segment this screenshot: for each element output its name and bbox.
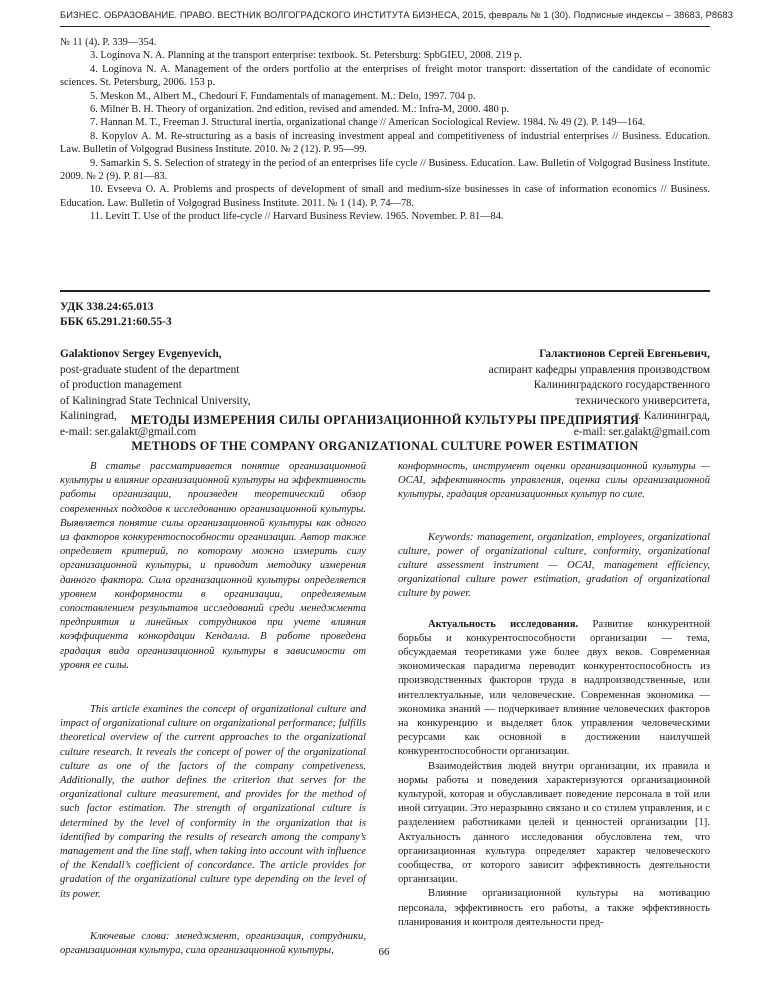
reference-item: № 11 (4). P. 339—354. <box>60 37 157 48</box>
reference-item: 3. Loginova N. A. Planning at the transport enterprise: textbook. St. Petersburg: SpbGIEU, 2008. 219 p. <box>90 50 522 62</box>
author-name-en: Galaktionov Sergey Evgenyevich, <box>60 348 222 360</box>
abstract-ru: В статье рассматривается понятие организационной культуры и влияние организационной культуры на эффективность работы организации, произведен теоретический обзор современных подходов к исследованию организационной культуры. Выявляется понятие силы организационной культуры как одного из факторов конкурентоспособности организации. Автор также определяет критерий, по которому можно измерить силу организационной культуры, и приводит методику измерения данного фактора. Сила организационной культуры определяется уровнем конформности в организации, определяемым сопоставлением результатов исследований среди менеджмента предприятия и линейных сотрудников при учете влияния коэффициента конкордации Кендалла. В работе проведена градация вида организационной культуры в зависимости от уровня ее силы. <box>60 461 366 671</box>
keywords-ru-continued: конформность, инструмент оценки организационной культуры — OCAI, эффективность управления, оценка силы организационной культуры, градация организационных культур по силе. <box>398 461 710 501</box>
right-column <box>398 460 710 930</box>
section-heading: Актуальность исследования. <box>428 618 579 630</box>
author-line: of Kaliningrad State Technical University, <box>60 394 251 407</box>
reference-item: 8. Kopylov A. M. Re-structuring as a basis of increasing investment appeal and competitiveness of industrial enterprises // Business. Education. Law. Bulletin of Volgograd Business Institute. 2010. № 2 (12). P. 95—99. <box>60 130 710 156</box>
reference-item: 9. Samarkin S. S. Selection of strategy in the period of an enterprises life cycle // Business. Education. Law. Bulletin of Volgograd Business Institute. 2009. № 2 (9). P. 81—83. <box>60 157 710 183</box>
left-column <box>60 460 366 958</box>
author-email: e-mail: ser.galakt@gmail.com <box>573 425 710 438</box>
author-line: Kaliningrad, <box>60 410 117 423</box>
reference-item: 7. Hannan M. T., Freeman J. Structural inertia, organizational change // American Sociological Review. 1984. № 49 (2). P. 149—164. <box>90 117 646 129</box>
author-line: post-graduate student of the department <box>60 363 240 376</box>
reference-item: 4. Loginova N. A. Management of the orders portfolio at the enterprises of freight motor transport: dissertation of the candidate of economic sciences. St. Petersburg, 2006. 153 p. <box>60 63 710 89</box>
reference-item: 6. Milner B. H. Theory of organization. 2nd edition, revised and amended. M.: Infra-M, 2000. 480 p. <box>90 104 510 116</box>
references-list <box>60 36 710 224</box>
running-header: БИЗНЕС. ОБРАЗОВАНИЕ. ПРАВО. ВЕСТНИК ВОЛГОГРАДСКОГО ИНСТИТУТА БИЗНЕСА, 2015, февраль № 1 (30). Подписные индексы – 38683, Р8683 <box>60 10 733 20</box>
author-line: технического университета, <box>575 394 710 407</box>
author-line: of production management <box>60 379 182 392</box>
reference-item: 5. Meskon M., Albert M., Chedouri F. Fundamentals of management. M.: Delo, 1997. 704 p. <box>90 90 476 102</box>
author-line: Калининградского государственного <box>533 379 710 392</box>
keywords-ru: Ключевые слова: менеджмент, организация, сотрудники, организационная культура, сила организационной культуры, <box>60 930 366 957</box>
page-number: 66 <box>378 946 390 958</box>
author-line: аспирант кафедры управления производством <box>488 363 710 376</box>
header-rule <box>60 26 710 27</box>
body-paragraph: Влияние организационной культуры на мотивацию персонала, эффективность его работы, а также эффективность планирования и контроля деятельности пред- <box>398 888 710 928</box>
section-rule <box>60 290 710 292</box>
reference-item: 10. Evseeva O. A. Problems and prospects of development of small and medium-size businesses in case of information economics // Business. Education. Law. Bulletin of Volgograd Business Institute. 2011. № 1 (14). P. 74—78. <box>60 184 710 209</box>
author-email: e-mail: ser.galakt@gmail.com <box>60 425 197 438</box>
reference-item: 11. Levitt T. Use of the product life-cycle // Harvard Business Review. 1965. November. P. 81—84. <box>90 211 504 223</box>
body-paragraph: Взаимодействия людей внутри организации, их правила и нормы работы и поведения характеризуются организационной культурой, которая и обуславливает поведение персонала в той или иной ситуации. Это неразрывно связано и со стилем управления, и с разделением работниками целей и ценностей организации [1]. Актуальность данного исследования обусловлена тем, что организационная культура определяет характер человеческого сообщества, от которого зависит эффективность деятельности организации. <box>398 760 710 886</box>
classification-codes <box>60 300 172 330</box>
article-title-en: METHODS OF THE COMPANY ORGANIZATIONAL CULTURE POWER ESTIMATION <box>131 439 639 453</box>
keywords-en: Keywords: management, organization, employees, organizational culture, power of organizational culture, conformity, organizational culture assessment instrument — OCAI, management efficiency, organizational culture power estimation, gradation of organizational culture by power. <box>398 531 710 600</box>
body-paragraph: Актуальность исследования. Развитие конкурентной борьбы и конкурентоспособности организации — тема, обсуждаемая теоретиками уже более двух веков. Современная экономическая парадигма переводит конкурентоспособность из производственных факторов труда в надпроизводственные, или интеллектуальные, или человеческие. Современная экономика — экономика знаний — подчеркивает влияние человеческих факторов на конкуренцию и выделяет блок управления человеческими ресурсами как основной в достижении наилучшей конкурентоспособности организации. <box>398 618 710 758</box>
udc-code: УДК 338.24:65.013 <box>60 301 154 313</box>
article-title-ru: МЕТОДЫ ИЗМЕРЕНИЯ СИЛЫ ОРГАНИЗАЦИОННОЙ КУЛЬТУРЫ ПРЕДПРИЯТИЯ <box>130 413 640 427</box>
bbk-code: ББК 65.291.21:60.55-3 <box>60 316 172 328</box>
author-line: г. Калининград, <box>634 410 710 423</box>
abstract-en: This article examines the concept of organizational culture and impact of organizational culture on organizational performance; fulfills theoretical overview of the current approaches to the organizational culture research. It reveals the concept of power of the organizational culture as one of the factors of the company competiveness. Additionally, the author defines the criterion that serves for the organizational culture measurement, and provides for the method of such factor estimation. The strength of organizational culture is determined by the level of conformity in the organization that is identified by comparing the results of research among the company’s management and the line staff, when taking into account with influence of the Kendall’s coefficient of concordance. The article provides for gradation of the organizational culture type depending on the level of its power. <box>60 704 366 900</box>
author-name-ru: Галактионов Сергей Евгеньевич, <box>539 348 710 360</box>
